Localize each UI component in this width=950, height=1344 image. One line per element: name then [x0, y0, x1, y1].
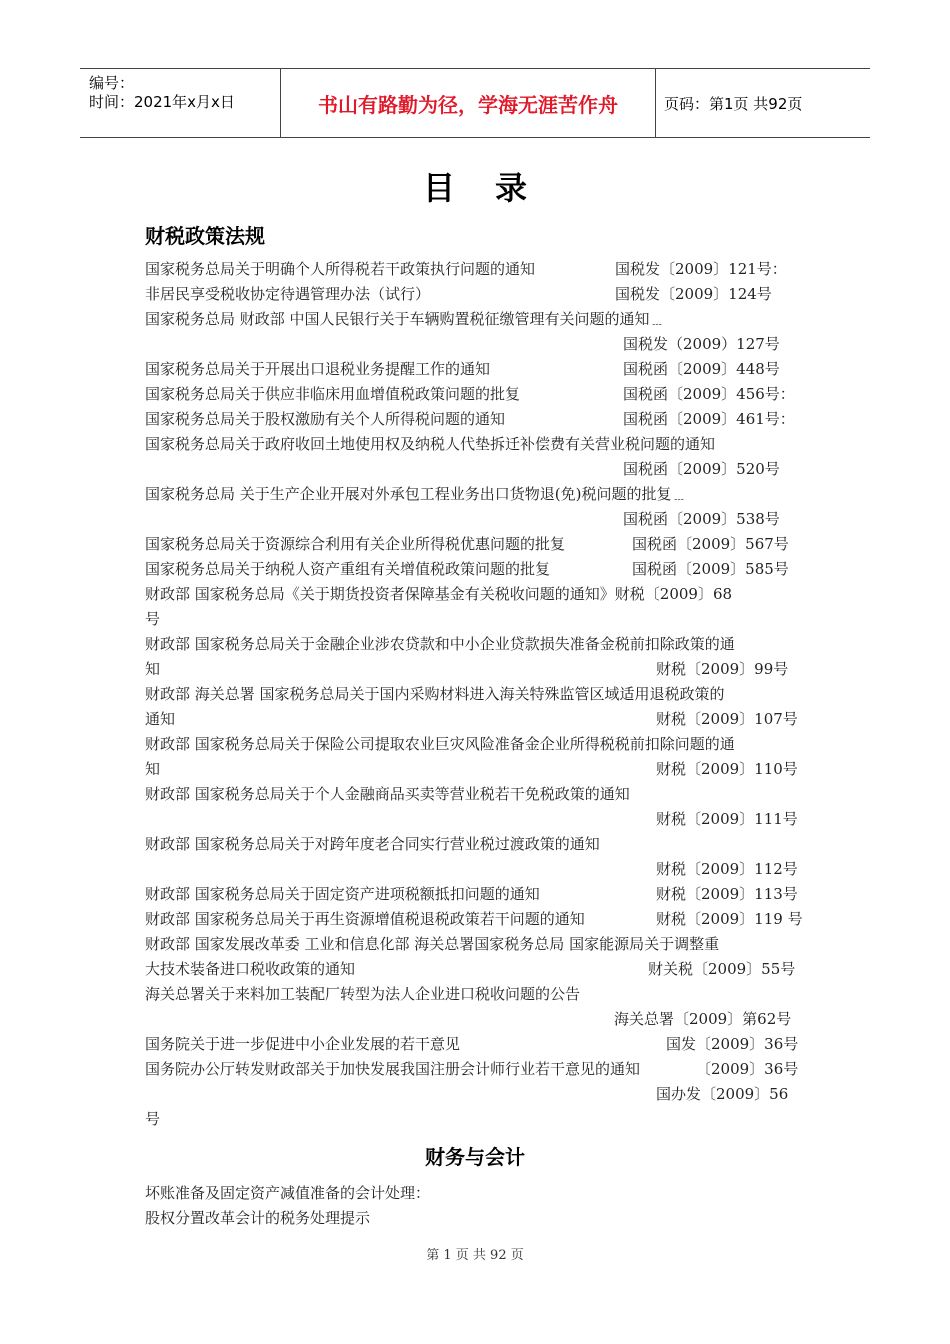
toc-title: 财政部 海关总署 国家税务总局关于国内采购材料进入海关特殊监管区域适用退税政策的: [145, 685, 725, 703]
toc-title: 国家税务总局关于资源综合利用有关企业所得税优惠问题的批复: [145, 535, 566, 553]
toc-doc-number: 财税〔2009〕110号: [656, 760, 798, 778]
toc-line[interactable]: [145, 1032, 810, 1057]
toc-line[interactable]: [145, 707, 810, 732]
toc-title: 国家税务总局关于纳税人资产重组有关增值税政策问题的批复: [145, 560, 551, 578]
toc-line[interactable]: [145, 357, 810, 382]
toc-line[interactable]: [145, 482, 810, 507]
toc-line[interactable]: [145, 307, 810, 332]
number-label: 编号：: [89, 74, 135, 92]
toc-line[interactable]: [145, 807, 810, 832]
toc-title: 号: [145, 610, 161, 628]
toc-line[interactable]: [145, 832, 810, 857]
toc-line[interactable]: [145, 907, 810, 932]
toc-title: 财政部 国家税务总局关于个人金融商品买卖等营业税若干免税政策的通知: [145, 785, 630, 803]
toc-doc-number: 财税〔2009〕107号: [656, 710, 798, 728]
toc-title: 非居民享受税收协定待遇管理办法（试行）: [145, 285, 431, 303]
toc-title: 财政部 国家税务总局关于金融企业涉农贷款和中小企业贷款损失准备金税前扣除政策的通: [145, 635, 735, 653]
toc-title: 海关总署关于来料加工装配厂转型为法人企业进口税收问题的公告: [145, 985, 581, 1003]
toc-title: 财政部 国家发展改革委 工业和信息化部 海关总署国家税务总局 国家能源局关于调整重: [145, 935, 720, 953]
section-heading-tax-policy: 财税政策法规: [145, 224, 265, 248]
section-heading-finance: 财务与会计: [425, 1145, 525, 1169]
page-title: 目录: [422, 169, 567, 207]
toc-doc-number: 国税发（2009）127号: [623, 335, 780, 353]
toc-title: 知: [145, 760, 161, 778]
toc-title: 国家税务总局关于政府收回土地使用权及纳税人代垫拆迁补偿费有关营业税问题的通知: [145, 435, 716, 453]
toc-line[interactable]: [145, 1057, 810, 1082]
toc-title: 财政部 国家税务总局关于对跨年度老合同实行营业税过渡政策的通知: [145, 835, 600, 853]
toc-doc-number: 国税发〔2009〕121号：: [615, 260, 787, 278]
toc-line[interactable]: [145, 682, 810, 707]
toc-line[interactable]: [145, 257, 810, 282]
toc-list: [145, 257, 810, 1132]
toc-doc-number: 财税〔2009〕111号: [656, 810, 798, 828]
toc-doc-number: 财税〔2009〕113号: [656, 885, 798, 903]
toc-line[interactable]: [145, 382, 810, 407]
toc-line[interactable]: [145, 507, 810, 532]
toc-title: 国家税务总局关于明确个人所得税若干政策执行问题的通知: [145, 260, 536, 278]
toc-doc-number: 国办发〔2009〕56: [656, 1085, 789, 1103]
toc-title: 国家税务总局 关于生产企业开展对外承包工程业务出口货物退(免)税问题的批复﹍: [145, 485, 687, 503]
toc-doc-number: 财关税〔2009〕55号: [648, 960, 796, 978]
finance-item-title: 股权分置改革会计的税务处理提示: [145, 1209, 371, 1227]
toc-title: 大技术装备进口税收政策的通知: [145, 960, 356, 978]
toc-line[interactable]: [145, 557, 810, 582]
toc-line[interactable]: [145, 982, 810, 1007]
toc-doc-number: 国税函〔2009〕520号: [623, 460, 780, 478]
header-table: [80, 68, 870, 138]
motto: 书山有路勤为径，学海无涯苦作舟: [281, 69, 656, 137]
toc-line[interactable]: [145, 632, 810, 657]
toc-doc-number: 国发〔2009〕36号: [666, 1035, 799, 1053]
toc-doc-number: 海关总署〔2009〕第62号: [614, 1010, 792, 1028]
toc-doc-number: 国税函〔2009〕456号：: [623, 385, 795, 403]
toc-line[interactable]: [145, 957, 810, 982]
toc-line[interactable]: [145, 882, 810, 907]
toc-title: 财政部 国家税务总局关于固定资产进项税额抵扣问题的通知: [145, 885, 540, 903]
toc-line[interactable]: [145, 282, 810, 307]
toc-title: 知: [145, 660, 161, 678]
toc-title: 国家税务总局关于供应非临床用血增值税政策问题的批复: [145, 385, 521, 403]
toc-doc-number: 财税〔2009〕119 号: [656, 910, 803, 928]
finance-item-title: 坏账准备及固定资产减值准备的会计处理：: [145, 1184, 431, 1202]
time-label: 时间：2021年x月x日: [89, 93, 235, 111]
toc-doc-number: 国税发〔2009〕124号: [615, 285, 772, 303]
toc-doc-number: 国税函〔2009〕567号: [632, 535, 789, 553]
toc-title: 国家税务总局关于股权激励有关个人所得税问题的通知: [145, 410, 506, 428]
toc-doc-number: 国税函〔2009〕538号: [623, 510, 780, 528]
toc-line[interactable]: [145, 857, 810, 882]
toc-doc-number: 财税〔2009〕99号: [656, 660, 789, 678]
toc-line[interactable]: [145, 932, 810, 957]
toc-line[interactable]: [145, 432, 810, 457]
toc-title: 财政部 国家税务总局关于保险公司提取农业巨灾风险准备金企业所得税税前扣除问题的通: [145, 735, 735, 753]
toc-title: 通知: [145, 710, 176, 728]
page-footer: 第 1 页 共 92 页: [426, 1248, 524, 1263]
toc-line[interactable]: [145, 332, 810, 357]
toc-doc-number: 〔2009〕36号: [696, 1060, 799, 1078]
toc-line[interactable]: [145, 407, 810, 432]
toc-line[interactable]: [145, 582, 810, 607]
toc-line[interactable]: [145, 757, 810, 782]
toc-doc-number: 国税函〔2009〕448号: [623, 360, 780, 378]
toc-title: 国务院关于进一步促进中小企业发展的若干意见: [145, 1035, 461, 1053]
toc-title: 财政部 国家税务总局《关于期货投资者保障基金有关税收问题的通知》财税〔2009〕68: [145, 585, 733, 603]
toc-title: 国家税务总局 财政部 中国人民银行关于车辆购置税征缴管理有关问题的通知﹍: [145, 310, 665, 328]
toc-title: 号: [145, 1110, 161, 1128]
toc-doc-number: 国税函〔2009〕461号：: [623, 410, 795, 428]
toc-line[interactable]: [145, 532, 810, 557]
toc-line[interactable]: [145, 732, 810, 757]
toc-line[interactable]: [145, 1107, 810, 1132]
toc-title: 财政部 国家税务总局关于再生资源增值税退税政策若干问题的通知: [145, 910, 585, 928]
toc-title: 国家税务总局关于开展出口退税业务提醒工作的通知: [145, 360, 491, 378]
toc-line[interactable]: [145, 657, 810, 682]
header-meta-cell: [80, 69, 281, 137]
toc-title: 国务院办公厅转发财政部关于加快发展我国注册会计师行业若干意见的通知: [145, 1060, 641, 1078]
toc-line[interactable]: [145, 782, 810, 807]
toc-doc-number: 国税函〔2009〕585号: [632, 560, 789, 578]
toc-line[interactable]: [145, 457, 810, 482]
toc-line[interactable]: [145, 1082, 810, 1107]
toc-doc-number: 财税〔2009〕112号: [656, 860, 798, 878]
page-info: 页码：第1页 共92页: [664, 94, 803, 113]
toc-line[interactable]: [145, 607, 810, 632]
toc-line[interactable]: [145, 1007, 810, 1032]
